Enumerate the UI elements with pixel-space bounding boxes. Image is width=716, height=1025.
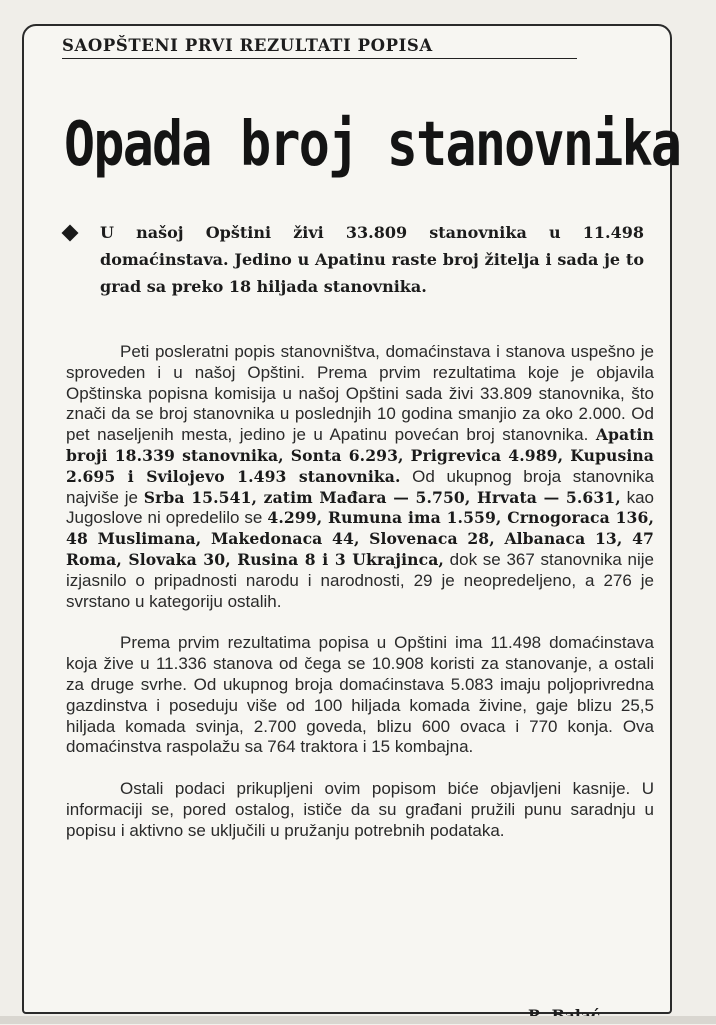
diamond-bullet-icon [62, 225, 79, 242]
p1-ethnic-major: Srba 15.541, zatim Mađara — 5.750, Hrvata — 5.631, [143, 487, 621, 507]
newspaper-clipping [22, 24, 681, 1014]
p1-undeclared: dok se 367 stanovnika nije izjasnilo o pripadnosti narodu i narodnosti, 29 je neopredeljeno, a 276 je svrstano u kategoriju ostalih. [66, 549, 654, 611]
p1-settlements: Apatin broji 18.339 stanovnika, Sonta 6.293, Prigrevica 4.989, Kupusina 2.695 i Svilojevo 1.493 stanovnika. [66, 425, 654, 486]
body-paragraph-2: Prema prvim rezultatima popisa u Opštini ima 11.498 domaćinstava koja žive u 11.336 stanova od čega se 10.908 koristi za stanovanje, a ostali za druge svrhe. Od ukupnog broja domaćinstava 5.083 imaju poljoprivredna gazdinstva i poseduju više od 100 hiljada komada živine, gaje blizu 25,5 hiljada komada svinja, 2.700 goveda, blizu 600 ovaca i 770 konja. Ova domaćinstva raspolažu sa 764 traktora i 15 kombajna. [66, 633, 654, 757]
article-lead [64, 219, 644, 300]
scan-edge [0, 1016, 716, 1024]
article-kicker: SAOPŠTENI PRVI REZULTATI POPISA [62, 36, 577, 59]
p1-ethnic-minor: 4.299, Rumuna ima 1.559, Crnogoraca 136, 48 Muslimana, Makedonaca 44, Slovenaca 28, Albanaca 13, 47 Roma, Slovaka 30, Rusina 8 i 3 Ukrajinca, [66, 508, 654, 569]
p1-ethnic-intro: Od ukupnog broja stanovnika najviše je [66, 466, 654, 507]
article-body [66, 342, 654, 842]
article-headline: Opada broj stanovnika [64, 108, 681, 181]
p1-intro: Peti posleratni popis stanovništva, domaćinstava i stanova uspešno je sproveden i u našoj Opštini. Prema prvim rezultatima koje je objavila Opštinska popisna komisija u našoj Opštini sada živi 33.809 stanovnika, što znači da se broj stanovnika u poslednjih 10 godina smanjio za oko 2.000. Od pet naseljenih mesta, jedino je u Apatinu povećan broj stanovnika. [66, 342, 654, 445]
body-paragraph-1 [66, 342, 654, 612]
body-paragraph-3: Ostali podaci prikupljeni ovim popisom biće objavljeni kasnije. U informaciji se, pored ostalog, ističe da su građani pružili punu saradnju u popisu i aktivno se uključili u pružanju potrebnih podataka. [66, 779, 654, 840]
p1-yugoslav: kao Jugoslove ni opredelilo se [66, 487, 654, 528]
lead-text: U našoj Opštini živi 33.809 stanovnika u 11.498 domaćinstava. Jedino u Apatinu raste broj žitelja i sada je to grad sa preko 18 hiljada stanovnika. [100, 223, 644, 296]
